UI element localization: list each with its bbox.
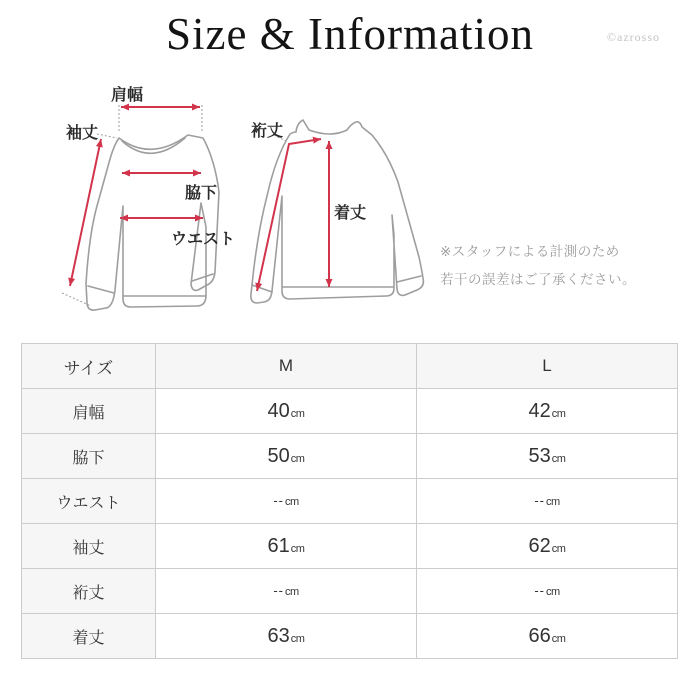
table-row (22, 479, 678, 524)
measurement-value: 50 (267, 444, 290, 467)
measurement-value: 42 (528, 399, 551, 422)
size-table-header-row (22, 344, 678, 389)
measurement-unit: cm (290, 542, 305, 555)
measurement-diagram (45, 75, 465, 325)
page-title: Size & Information (166, 9, 534, 59)
size-m-value-cell (156, 524, 417, 569)
measurement-label-cell: 着丈 (22, 614, 156, 659)
measurement-label-cell: 脇下 (22, 434, 156, 479)
measurement-value: 63 (267, 624, 290, 647)
measurement-unit: cm (546, 496, 560, 508)
measurement-note-line1: ※スタッフによる計測のため (440, 244, 620, 259)
measurement-value: -- (534, 583, 545, 598)
sweater-front-outline (86, 135, 219, 310)
measurement-unit: cm (546, 586, 560, 598)
table-row (22, 524, 678, 569)
measurement-value: 61 (267, 534, 290, 557)
table-row (22, 434, 678, 479)
page-header (0, 8, 700, 60)
label-shoulder-width: 肩幅 (110, 87, 144, 104)
measurement-unit: cm (290, 632, 305, 645)
column-header-m: M (156, 344, 417, 389)
measurement-value: -- (273, 583, 284, 598)
size-m-value-cell (156, 479, 417, 524)
label-yuki: 裄丈 (250, 123, 284, 140)
size-l-value-cell (417, 389, 678, 434)
measurement-value: -- (273, 493, 284, 508)
measurement-unit: cm (551, 407, 566, 420)
size-l-value-cell (417, 569, 678, 614)
measurement-unit: cm (551, 632, 566, 645)
measurement-unit: cm (290, 407, 305, 420)
column-header-l: L (417, 344, 678, 389)
column-header-size: サイズ (22, 344, 156, 389)
table-row (22, 569, 678, 614)
table-row (22, 389, 678, 434)
measurement-value: 53 (528, 444, 551, 467)
measurement-label-cell: 裄丈 (22, 569, 156, 614)
measurement-value: 66 (528, 624, 551, 647)
measurement-unit: cm (290, 452, 305, 465)
measurement-label-cell: 肩幅 (22, 389, 156, 434)
measurement-note-line2: 若干の誤差はご了承ください。 (440, 272, 636, 287)
size-m-value-cell (156, 569, 417, 614)
size-l-value-cell (417, 434, 678, 479)
label-body-length: 着丈 (333, 205, 367, 222)
measurement-unit: cm (551, 542, 566, 555)
size-l-value-cell (417, 479, 678, 524)
label-sleeve-length: 袖丈 (65, 125, 99, 142)
size-m-value-cell (156, 389, 417, 434)
measurement-note (440, 238, 680, 294)
measurement-value: 62 (528, 534, 551, 557)
size-l-value-cell (417, 524, 678, 569)
label-underarm: 脇下 (184, 185, 218, 202)
measurement-unit: cm (285, 496, 299, 508)
measurement-value: -- (534, 493, 545, 508)
label-waist: ウエスト (170, 231, 236, 248)
size-m-value-cell (156, 434, 417, 479)
measurement-label-cell: ウエスト (22, 479, 156, 524)
size-table (21, 343, 678, 659)
table-row (22, 614, 678, 659)
size-m-value-cell (156, 614, 417, 659)
size-l-value-cell (417, 614, 678, 659)
measurement-unit: cm (285, 586, 299, 598)
measurement-value: 40 (267, 399, 290, 422)
watermark-credit: ©azrosso (606, 30, 660, 44)
measurement-label-cell: 袖丈 (22, 524, 156, 569)
measurement-unit: cm (551, 452, 566, 465)
